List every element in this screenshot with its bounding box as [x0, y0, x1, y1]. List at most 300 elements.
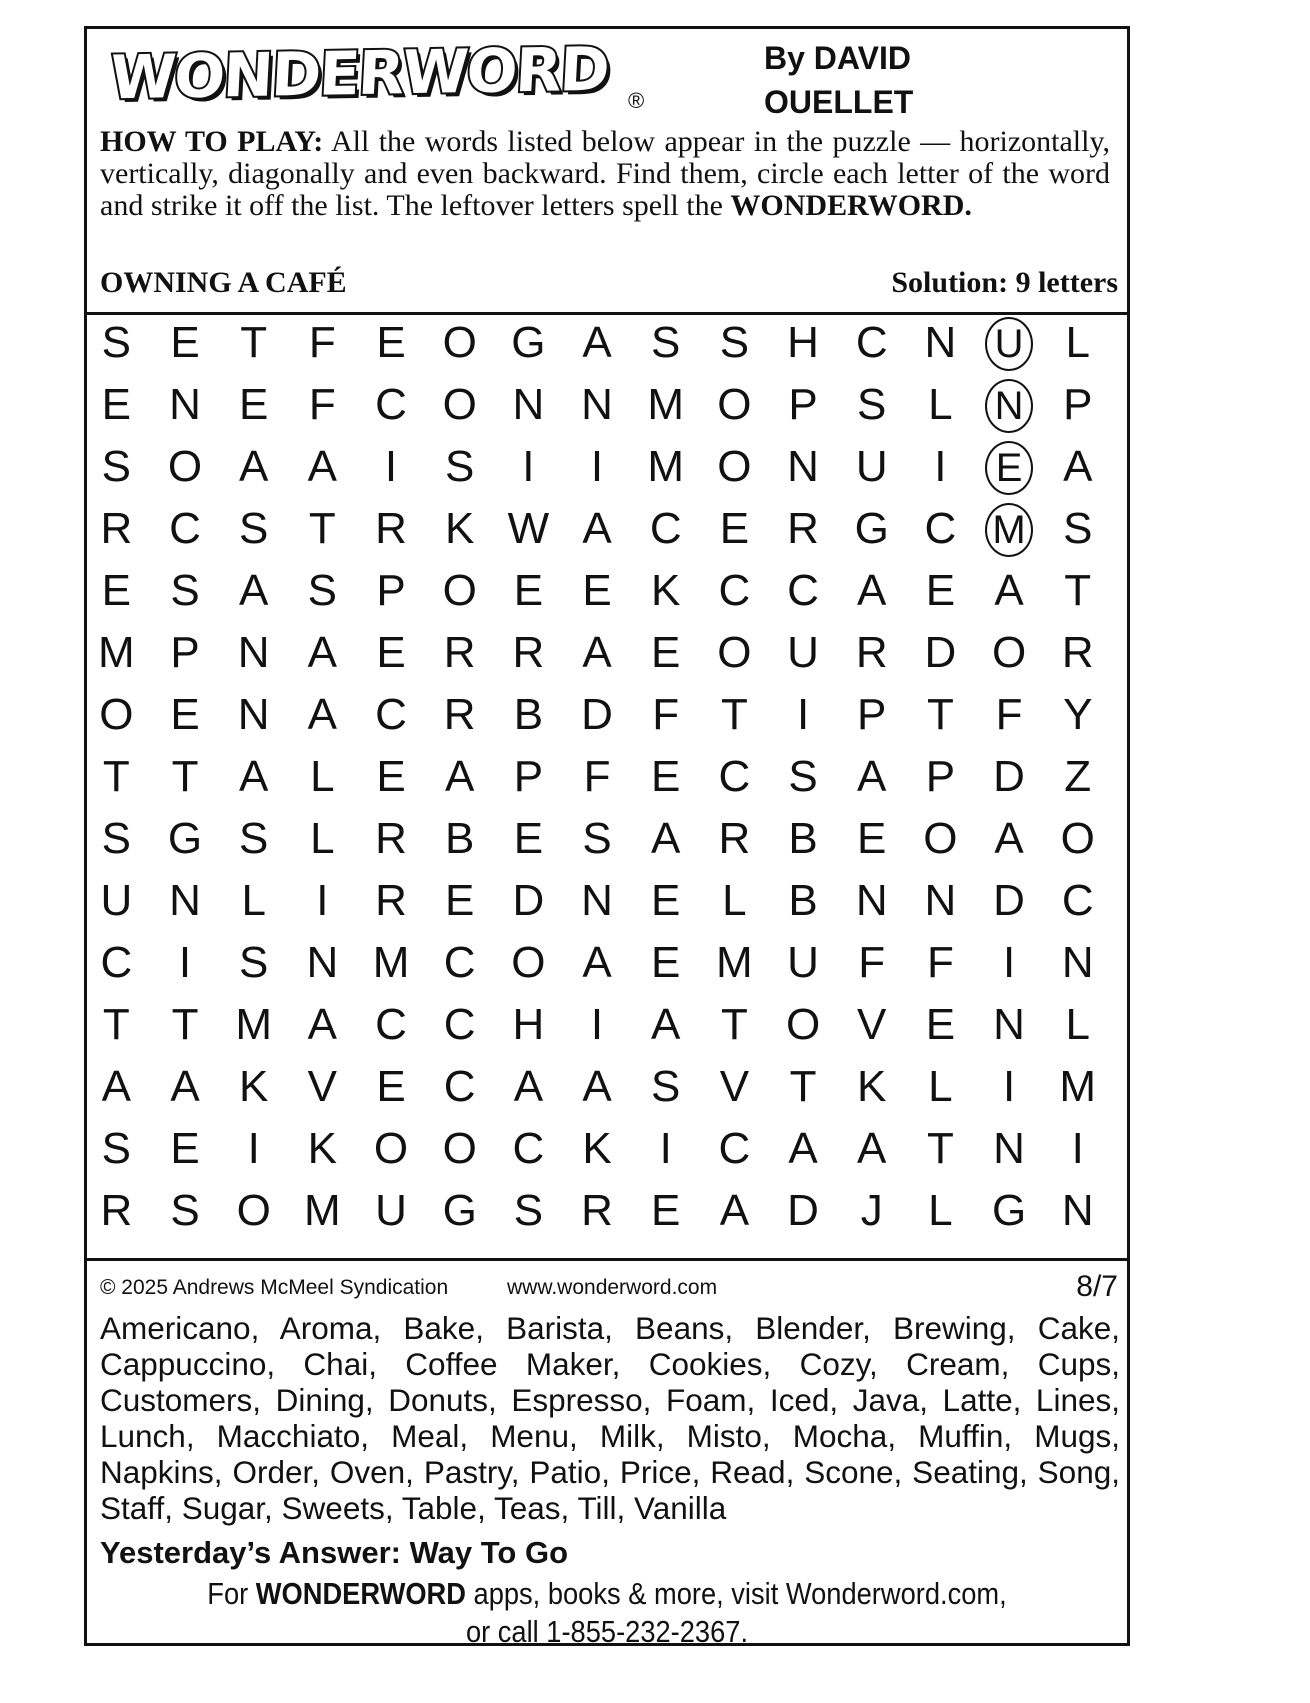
- letter-cell[interactable]: [906, 312, 975, 374]
- letter-cell[interactable]: [906, 870, 975, 932]
- letter-cell[interactable]: [563, 1180, 632, 1242]
- letter-cell[interactable]: [219, 684, 288, 746]
- letter-cell[interactable]: [700, 622, 769, 684]
- letter-cell[interactable]: [151, 498, 220, 560]
- letter-cell[interactable]: [494, 932, 563, 994]
- letter-cell[interactable]: [563, 560, 632, 622]
- letter-cell[interactable]: [151, 746, 220, 808]
- letter-cell[interactable]: [631, 622, 700, 684]
- letter: J: [860, 1186, 883, 1235]
- letter-cell[interactable]: [906, 1180, 975, 1242]
- letter-cell[interactable]: [82, 1180, 151, 1242]
- letter-cell[interactable]: [1043, 994, 1112, 1056]
- letter: I: [796, 690, 810, 739]
- letter-cell[interactable]: [219, 312, 288, 374]
- letter: A: [1063, 442, 1093, 491]
- letter-cell[interactable]: [700, 312, 769, 374]
- letter: P: [376, 566, 406, 615]
- letter-cell[interactable]: [151, 994, 220, 1056]
- letter: N: [512, 380, 545, 429]
- letter-cell[interactable]: [631, 870, 700, 932]
- letter-cell[interactable]: [357, 808, 426, 870]
- letter-cell[interactable]: [563, 870, 632, 932]
- letter-cell[interactable]: [975, 808, 1044, 870]
- letter-cell[interactable]: [288, 1180, 357, 1242]
- letter: E: [857, 814, 887, 863]
- letter-cell[interactable]: [700, 374, 769, 436]
- letter: O: [99, 690, 134, 739]
- letter-cell[interactable]: [906, 374, 975, 436]
- letter: C: [787, 566, 819, 615]
- byline-line1: By DAVID: [764, 40, 911, 76]
- letter: D: [993, 876, 1025, 925]
- letter-cell[interactable]: [906, 1056, 975, 1118]
- letter-cell[interactable]: [631, 374, 700, 436]
- letter-cell[interactable]: [151, 1056, 220, 1118]
- letter: E: [925, 566, 956, 615]
- letter-cell[interactable]: [563, 374, 632, 436]
- letter-cell[interactable]: [631, 684, 700, 746]
- letter-cell[interactable]: [219, 746, 288, 808]
- letter-cell[interactable]: [151, 560, 220, 622]
- letter-cell[interactable]: [975, 622, 1044, 684]
- letter-cell[interactable]: [357, 374, 426, 436]
- letter-cell[interactable]: [219, 1056, 288, 1118]
- letter: P: [925, 752, 956, 801]
- letter-cell[interactable]: [494, 870, 563, 932]
- letter-cell[interactable]: [82, 436, 151, 498]
- letter-cell[interactable]: [837, 1056, 906, 1118]
- letter: R: [1061, 628, 1094, 677]
- puzzle-date: 8/7: [1076, 1270, 1118, 1303]
- letter-cell[interactable]: [425, 932, 494, 994]
- letter: S: [239, 938, 269, 987]
- letter-cell[interactable]: [288, 1056, 357, 1118]
- letter-cell[interactable]: [563, 498, 632, 560]
- letter-cell[interactable]: [82, 498, 151, 560]
- letter-cell[interactable]: [837, 746, 906, 808]
- letter-cell[interactable]: [219, 1118, 288, 1180]
- letter-cell[interactable]: [425, 1056, 494, 1118]
- letter-cell[interactable]: [219, 498, 288, 560]
- letter: A: [307, 690, 338, 739]
- letter-cell[interactable]: [563, 436, 632, 498]
- letter-cell[interactable]: [769, 1118, 838, 1180]
- letter-cell[interactable]: [494, 684, 563, 746]
- letter-cell[interactable]: [219, 994, 288, 1056]
- letter-grid[interactable]: [82, 312, 1112, 1242]
- letter-cell[interactable]: [700, 994, 769, 1056]
- letter-cell[interactable]: [82, 1118, 151, 1180]
- letter-cell[interactable]: [151, 932, 220, 994]
- letter-cell[interactable]: [151, 622, 220, 684]
- letter-cell[interactable]: [563, 808, 632, 870]
- letter-cell[interactable]: [219, 932, 288, 994]
- letter-cell[interactable]: [1043, 1056, 1112, 1118]
- letter-cell[interactable]: [837, 932, 906, 994]
- letter-cell[interactable]: [700, 1056, 769, 1118]
- letter-cell[interactable]: [631, 1118, 700, 1180]
- letter: A: [857, 566, 887, 615]
- letter-cell[interactable]: [837, 1180, 906, 1242]
- letter-cell[interactable]: [631, 746, 700, 808]
- how-to-play-text: All the words listed below appear in the puzzle — horizontally, vertically, diagonally and even backward. Find them, circle each letter of the word and strike it off the list. The leftover letters spell the: [100, 125, 1111, 222]
- letter: T: [720, 1000, 748, 1049]
- letter-cell[interactable]: [700, 746, 769, 808]
- letter-cell[interactable]: [700, 684, 769, 746]
- letter-cell[interactable]: [151, 1180, 220, 1242]
- letter-cell[interactable]: [494, 994, 563, 1056]
- letter-cell[interactable]: [82, 746, 151, 808]
- letter-cell[interactable]: [837, 436, 906, 498]
- letter-cell[interactable]: [494, 1118, 563, 1180]
- letter-cell[interactable]: [1043, 746, 1112, 808]
- letter-cell[interactable]: [837, 1118, 906, 1180]
- letter-cell[interactable]: [563, 746, 632, 808]
- letter-cell[interactable]: [425, 684, 494, 746]
- letter-cell[interactable]: [700, 1180, 769, 1242]
- letter-cell[interactable]: [769, 1180, 838, 1242]
- letter-cell[interactable]: [82, 374, 151, 436]
- letter-cell[interactable]: [494, 808, 563, 870]
- letter-cell[interactable]: [357, 560, 426, 622]
- letter-cell[interactable]: [563, 994, 632, 1056]
- letter: N: [169, 380, 201, 429]
- letter-cell[interactable]: [1043, 312, 1112, 374]
- letter: S: [101, 1124, 132, 1173]
- letter: A: [651, 814, 681, 863]
- letter-cell[interactable]: [151, 684, 220, 746]
- letter: L: [1065, 1000, 1090, 1049]
- letter-cell[interactable]: [357, 1180, 426, 1242]
- grid-row: [82, 1118, 1112, 1180]
- letter: E: [376, 628, 406, 677]
- letter: I: [1002, 1062, 1016, 1111]
- letter-cell[interactable]: [219, 808, 288, 870]
- letter: R: [100, 504, 133, 553]
- letter: F: [858, 938, 886, 987]
- letter-cell[interactable]: [357, 622, 426, 684]
- letter-cell[interactable]: [906, 436, 975, 498]
- letter-cell[interactable]: [837, 374, 906, 436]
- letter-cell[interactable]: [700, 870, 769, 932]
- letter-cell[interactable]: [357, 684, 426, 746]
- letter-cell[interactable]: [631, 498, 700, 560]
- letter-cell[interactable]: [837, 684, 906, 746]
- letter-cell[interactable]: [769, 684, 838, 746]
- letter-cell[interactable]: [425, 870, 494, 932]
- letter-cell[interactable]: [975, 684, 1044, 746]
- letter-cell[interactable]: [357, 932, 426, 994]
- letter-cell[interactable]: [357, 498, 426, 560]
- letter-cell[interactable]: [906, 932, 975, 994]
- letter-cell[interactable]: [1043, 932, 1112, 994]
- letter: M: [98, 628, 135, 677]
- letter-cell[interactable]: [288, 932, 357, 994]
- letter-cell[interactable]: [357, 1118, 426, 1180]
- letter: K: [239, 1062, 269, 1111]
- letter-cell[interactable]: [837, 498, 906, 560]
- letter-cell[interactable]: [563, 622, 632, 684]
- letter-cell[interactable]: [631, 312, 700, 374]
- letter-cell[interactable]: [357, 994, 426, 1056]
- letter-cell[interactable]: [82, 994, 151, 1056]
- letter-cell[interactable]: [494, 1180, 563, 1242]
- letter: A: [651, 1000, 681, 1049]
- letter-cell[interactable]: [769, 1056, 838, 1118]
- letter-cell[interactable]: [425, 1118, 494, 1180]
- letter: N: [1061, 1186, 1094, 1235]
- letter-cell[interactable]: [425, 374, 494, 436]
- letter: N: [993, 1124, 1025, 1173]
- letter-cell[interactable]: [700, 436, 769, 498]
- letter-cell[interactable]: [425, 436, 494, 498]
- letter-cell[interactable]: [1043, 560, 1112, 622]
- letter-cell[interactable]: [425, 622, 494, 684]
- letter-cell[interactable]: [494, 1056, 563, 1118]
- letter: E: [651, 938, 681, 987]
- letter-cell[interactable]: [288, 560, 357, 622]
- letter: O: [717, 628, 752, 677]
- letter-cell[interactable]: [425, 560, 494, 622]
- letter-cell[interactable]: [837, 622, 906, 684]
- letter: E: [651, 628, 681, 677]
- letter: O: [991, 628, 1027, 677]
- letter: P: [513, 752, 544, 801]
- letter-cell[interactable]: [82, 870, 151, 932]
- letter-cell[interactable]: [494, 436, 563, 498]
- letter: I: [934, 442, 947, 491]
- letter: T: [308, 504, 336, 553]
- letter-cell[interactable]: [357, 1056, 426, 1118]
- letter-cell[interactable]: [1043, 1118, 1112, 1180]
- letter-cell[interactable]: [906, 746, 975, 808]
- letter-cell[interactable]: [82, 560, 151, 622]
- letter-cell[interactable]: [631, 1056, 700, 1118]
- letter-cell[interactable]: [494, 622, 563, 684]
- letter-cell[interactable]: [425, 312, 494, 374]
- letter-cell[interactable]: [494, 560, 563, 622]
- letter-cell[interactable]: [288, 498, 357, 560]
- letter-cell[interactable]: [219, 560, 288, 622]
- how-to-play-end: WONDERWORD.: [730, 189, 972, 222]
- letter-cell[interactable]: [82, 1056, 151, 1118]
- letter: K: [582, 1124, 612, 1173]
- letter-cell[interactable]: [906, 1118, 975, 1180]
- letter-cell[interactable]: [1043, 808, 1112, 870]
- letter-cell[interactable]: [288, 870, 357, 932]
- letter-cell[interactable]: [837, 870, 906, 932]
- letter-cell[interactable]: [975, 870, 1044, 932]
- letter-cell[interactable]: [425, 498, 494, 560]
- letter-cell[interactable]: [219, 870, 288, 932]
- letter-cell[interactable]: [975, 1118, 1044, 1180]
- letter-cell[interactable]: [357, 436, 426, 498]
- letter-cell[interactable]: [288, 374, 357, 436]
- letter-cell[interactable]: [975, 746, 1044, 808]
- letter-cell[interactable]: [151, 1118, 220, 1180]
- letter: K: [307, 1124, 338, 1173]
- letter-cell[interactable]: [769, 560, 838, 622]
- letter: E: [445, 876, 475, 925]
- letter-cell[interactable]: [288, 1118, 357, 1180]
- letter-cell[interactable]: [357, 312, 426, 374]
- letter: A: [582, 628, 612, 677]
- letter-cell[interactable]: [906, 622, 975, 684]
- letter-cell[interactable]: [631, 932, 700, 994]
- letter: B: [788, 876, 818, 925]
- letter-cell[interactable]: [151, 374, 220, 436]
- letter: Y: [1063, 690, 1093, 739]
- letter: S: [445, 442, 475, 491]
- letter-cell[interactable]: [219, 1180, 288, 1242]
- letter-cell[interactable]: [906, 994, 975, 1056]
- circled-letter-cell[interactable]: [975, 498, 1044, 560]
- letter-cell[interactable]: [975, 1180, 1044, 1242]
- letter: N: [169, 876, 201, 925]
- letter-cell[interactable]: [837, 560, 906, 622]
- letter-cell[interactable]: [975, 560, 1044, 622]
- letter-cell[interactable]: [82, 622, 151, 684]
- letter: S: [582, 814, 612, 863]
- letter-cell[interactable]: [151, 808, 220, 870]
- letter-cell[interactable]: [563, 312, 632, 374]
- grid-row: [82, 932, 1112, 994]
- letter-cell[interactable]: [1043, 1180, 1112, 1242]
- letter-cell[interactable]: [700, 560, 769, 622]
- letter-cell[interactable]: [700, 498, 769, 560]
- letter-cell[interactable]: [1043, 870, 1112, 932]
- letter-cell[interactable]: [288, 684, 357, 746]
- letter-cell[interactable]: [975, 1056, 1044, 1118]
- letter-cell[interactable]: [82, 684, 151, 746]
- letter-cell[interactable]: [288, 808, 357, 870]
- letter-cell[interactable]: [906, 684, 975, 746]
- letter-cell[interactable]: [975, 994, 1044, 1056]
- letter-cell[interactable]: [151, 436, 220, 498]
- letter-cell[interactable]: [82, 932, 151, 994]
- letter-cell[interactable]: [288, 746, 357, 808]
- letter: E: [101, 380, 132, 429]
- website-link[interactable]: www.wonderword.com: [507, 1276, 718, 1299]
- letter-cell[interactable]: [769, 498, 838, 560]
- letter-cell[interactable]: [425, 808, 494, 870]
- letter-cell[interactable]: [151, 312, 220, 374]
- yesterday-answer: Yesterday’s Answer: Way To Go: [100, 1535, 569, 1570]
- letter-cell[interactable]: [906, 560, 975, 622]
- grid-row: [82, 1056, 1112, 1118]
- letter: T: [171, 752, 199, 801]
- solution-hint: Solution: 9 letters: [891, 266, 1118, 299]
- letter-cell[interactable]: [1043, 684, 1112, 746]
- letter-cell[interactable]: [357, 870, 426, 932]
- letter-cell[interactable]: [1043, 436, 1112, 498]
- circled-letter-cell[interactable]: [975, 374, 1044, 436]
- letter-cell[interactable]: [769, 312, 838, 374]
- letter-cell[interactable]: [563, 684, 632, 746]
- letter-cell[interactable]: [288, 622, 357, 684]
- letter-cell[interactable]: [494, 746, 563, 808]
- letter-cell[interactable]: [769, 436, 838, 498]
- letter-cell[interactable]: [906, 498, 975, 560]
- letter-cell[interactable]: [82, 312, 151, 374]
- circled-letter-cell[interactable]: [975, 312, 1044, 374]
- letter: N: [306, 938, 339, 987]
- letter: C: [1061, 876, 1094, 925]
- letter-cell[interactable]: [769, 374, 838, 436]
- letter-cell[interactable]: [975, 932, 1044, 994]
- letter: D: [787, 1186, 819, 1235]
- letter-cell[interactable]: [219, 436, 288, 498]
- letter-cell[interactable]: [631, 436, 700, 498]
- letter-cell[interactable]: [769, 994, 838, 1056]
- letter: S: [651, 1062, 681, 1111]
- letter: T: [240, 318, 268, 367]
- letter-cell[interactable]: [700, 1118, 769, 1180]
- letter-cell[interactable]: [769, 622, 838, 684]
- letter-cell[interactable]: [563, 1056, 632, 1118]
- letter-cell[interactable]: [837, 808, 906, 870]
- letter-cell[interactable]: [494, 312, 563, 374]
- logo-text: WONDERWORD: [108, 34, 610, 114]
- letter: S: [788, 752, 818, 801]
- letter: A: [719, 1186, 750, 1235]
- letter-cell[interactable]: [288, 994, 357, 1056]
- letter: R: [375, 814, 407, 863]
- letter-cell[interactable]: [425, 1180, 494, 1242]
- letter-cell[interactable]: [1043, 498, 1112, 560]
- letter-cell[interactable]: [563, 932, 632, 994]
- letter-cell[interactable]: [82, 808, 151, 870]
- letter: E: [985, 441, 1033, 495]
- letter: I: [522, 442, 535, 491]
- letter-cell[interactable]: [1043, 374, 1112, 436]
- letter-cell[interactable]: [906, 808, 975, 870]
- letter-cell[interactable]: [700, 932, 769, 994]
- letter-cell[interactable]: [837, 312, 906, 374]
- letter-cell[interactable]: [1043, 622, 1112, 684]
- letter: C: [375, 1000, 407, 1049]
- letter-cell[interactable]: [631, 994, 700, 1056]
- letter-cell[interactable]: [837, 994, 906, 1056]
- letter-cell[interactable]: [288, 312, 357, 374]
- letter: S: [101, 814, 132, 863]
- letter-cell[interactable]: [288, 436, 357, 498]
- letter-cell[interactable]: [219, 622, 288, 684]
- letter-cell[interactable]: [425, 994, 494, 1056]
- letter-cell[interactable]: [425, 746, 494, 808]
- letter-cell[interactable]: [769, 870, 838, 932]
- letter-cell[interactable]: [151, 870, 220, 932]
- letter-cell[interactable]: [631, 808, 700, 870]
- letter-cell[interactable]: [494, 374, 563, 436]
- letter: A: [994, 566, 1024, 615]
- letter-cell[interactable]: [563, 1118, 632, 1180]
- letter-cell[interactable]: [219, 374, 288, 436]
- letter-cell[interactable]: [494, 498, 563, 560]
- letter: L: [310, 752, 335, 801]
- letter-cell[interactable]: [357, 746, 426, 808]
- letter: M: [985, 503, 1033, 557]
- letter-cell[interactable]: [631, 1180, 700, 1242]
- letter-cell[interactable]: [769, 808, 838, 870]
- circled-letter-cell[interactable]: [975, 436, 1044, 498]
- letter-cell[interactable]: [631, 560, 700, 622]
- letter-cell[interactable]: [700, 808, 769, 870]
- letter: T: [926, 690, 954, 739]
- letter-cell[interactable]: [769, 746, 838, 808]
- letter-cell[interactable]: [769, 932, 838, 994]
